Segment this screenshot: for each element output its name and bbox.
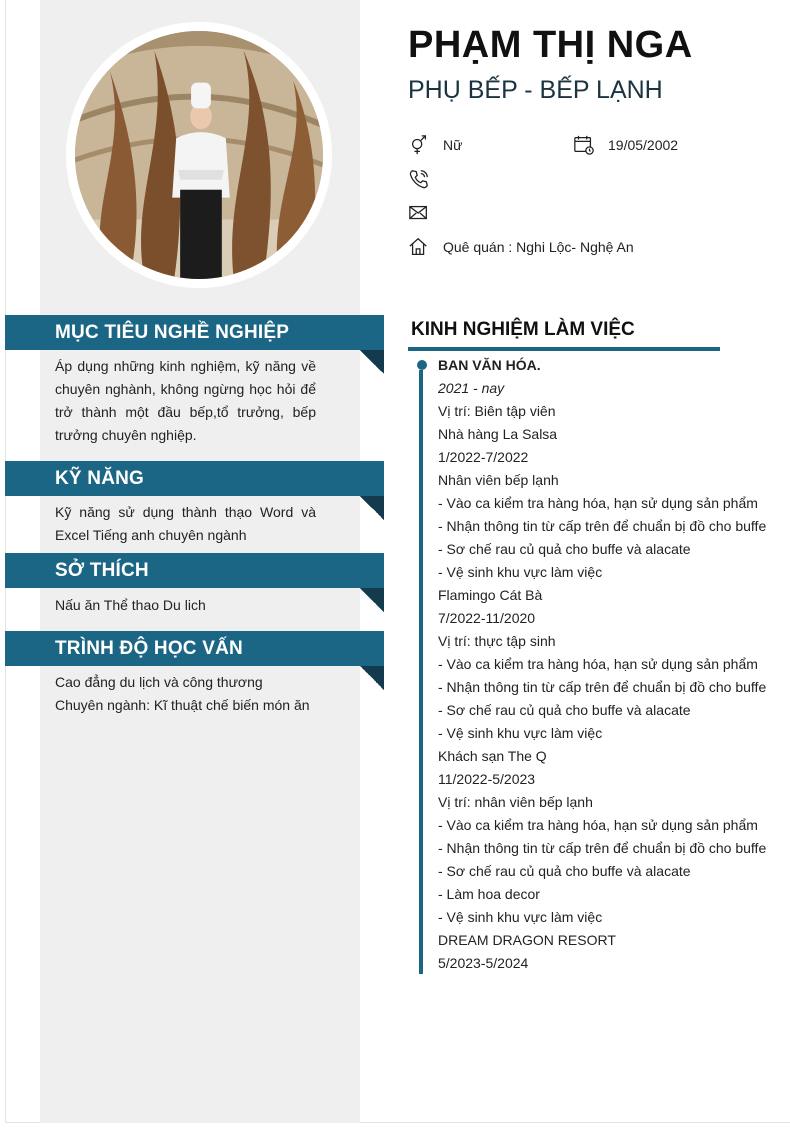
education-line: Cao đẳng du lịch và công thương [55,674,263,690]
skills-fold [360,496,384,520]
experience-line: - Vệ sinh khu vực làm việc [438,564,603,580]
experience-line: Vị trí: nhân viên bếp lạnh [438,794,593,810]
timeline-dot [417,360,427,370]
education-line: Chuyên ngành: Kĩ thuật chế biến món ăn [55,697,310,713]
experience-line: 11/2022-5/2023 [438,771,536,787]
experience-period: 2021 - nay [438,380,505,396]
experience-line: - Vệ sinh khu vực làm việc [438,725,603,741]
experience-line: Flamingo Cát Bà [438,587,543,603]
experience-line: - Sơ chế rau củ quả cho buffe và alacate [438,541,691,557]
calendar-icon [573,134,595,156]
email-icon [408,202,430,224]
experience-line: - Sơ chế rau củ quả cho buffe và alacate [438,702,691,718]
phone-row [408,168,443,190]
gender-icon [408,134,430,156]
experience-line: 1/2022-7/2022 [438,449,529,465]
experience-line: - Vào ca kiểm tra hàng hóa, hạn sử dụng sản phẩm [438,495,758,511]
experience-line: Khách sạn The Q [438,748,547,764]
experience-line: - Làm hoa decor [438,886,540,902]
education-fold [360,666,384,690]
skills-heading: KỸ NĂNG [5,461,384,496]
education-text [55,671,316,717]
hobbies-text: Nấu ăn Thể thao Du lich [55,597,206,613]
profile-photo [75,31,323,279]
experience-line: - Vào ca kiểm tra hàng hóa, hạn sử dụng sản phẩm [438,656,758,672]
hometown-value: Quê quán : Nghi Lộc- Nghệ An [443,239,634,255]
experience-line: - Sơ chế rau củ quả cho buffe và alacate [438,863,691,879]
experience-company: BAN VĂN HÓA. [438,357,541,373]
education-heading: TRÌNH ĐỘ HỌC VẤN [5,631,384,666]
experience-heading: KINH NGHIỆM LÀM VIỆC [411,319,635,340]
gender-row [408,134,462,156]
home-icon [408,236,430,258]
hometown-row [408,236,634,258]
candidate-name: PHẠM THỊ NGA [408,24,693,66]
experience-line: - Nhận thông tin từ cấp trên để chuẩn bị đồ cho buffe [438,518,767,534]
experience-line: Vị trí: thực tập sinh [438,633,556,649]
experience-line: - Vệ sinh khu vực làm việc [438,909,603,925]
gender-value: Nữ [443,137,463,153]
avatar [66,22,332,288]
experience-line: - Nhận thông tin từ cấp trên để chuẩn bị đồ cho buffe [438,840,767,856]
experience-underline [408,347,720,351]
objective-text: Áp dụng những kinh nghiệm, kỹ năng về chuyên nghành, không ngừng học hỏi để trở thành một đầu bếp,tổ trưởng, bếp trưởng chuyên nghiệp. [55,358,316,443]
objective-fold [360,350,384,374]
phone-icon [408,168,430,190]
experience-line: DREAM DRAGON RESORT [438,932,616,948]
experience-list [438,354,766,975]
birthday-value: 19/05/2002 [608,137,679,153]
birthday-row [573,134,678,156]
experience-line: - Nhận thông tin từ cấp trên để chuẩn bị đồ cho buffe [438,679,767,695]
email-row [408,202,443,224]
skills-text: Kỹ năng sử dụng thành thạo Word và Excel Tiếng anh chuyên ngành [55,504,316,543]
experience-line: Nhà hàng La Salsa [438,426,558,442]
experience-line: - Vào ca kiểm tra hàng hóa, hạn sử dụng sản phẩm [438,817,758,833]
experience-line: 7/2022-11/2020 [438,610,536,626]
experience-line: Nhân viên bếp lạnh [438,472,559,488]
job-title: PHỤ BẾP - BẾP LẠNH [408,76,663,104]
hobbies-fold [360,588,384,612]
experience-line: 5/2023-5/2024 [438,955,529,971]
hobbies-heading: SỞ THÍCH [5,553,384,588]
objective-heading: MỤC TIÊU NGHỀ NGHIỆP [5,315,384,350]
experience-line: Vị trí: Biên tập viên [438,403,556,419]
timeline-line [419,370,423,974]
